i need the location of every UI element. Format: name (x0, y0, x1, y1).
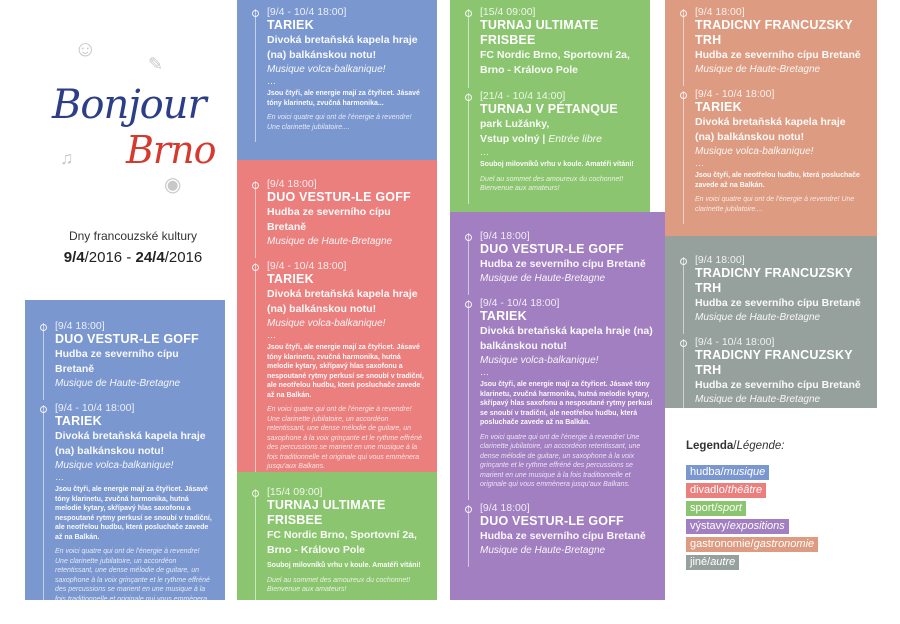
event-french-subtitle: Musique volca-balkanique! (695, 146, 814, 157)
event-entry-fr: Entrée libre (548, 133, 602, 145)
event-subtitle: park Lužánky, (480, 118, 550, 130)
legend-item-sep: / (720, 466, 724, 478)
event-ellipsis: … (55, 472, 64, 482)
legend-item-cz: hudba (690, 466, 721, 478)
event-french-subtitle: Musique de Haute-Bretagne (480, 273, 606, 284)
event-description-fr: En voici quatre qui ont de l'énergie à revendre! Une clarinette jubilatoire, un accordéon retentissant, une dense mélodie de guitare, un saxophone à la voix grinçante et le rythme effréné des percussions se marient en une musique à la fois traditionnelle et originale qui vous emmènera jusqu'aux Balkans. (267, 406, 422, 470)
event-title: TURNAJ ULTIMATE FRISBEE (267, 498, 386, 527)
event-french-subtitle: Musique volca-balkanique! (267, 318, 386, 329)
event-item (464, 297, 653, 490)
panel-col2-sport (237, 472, 437, 600)
event-date: [9/4 - 10/4 18:00] (480, 297, 560, 309)
event-french-subtitle: Musique de Haute-Bretagne (695, 394, 821, 405)
legend-row (686, 498, 886, 516)
event-subtitle: Divoká bretaňská kapela hraje (na) balkánskou notu! (695, 116, 846, 143)
event-item (251, 178, 425, 248)
event-date: [9/4 18:00] (695, 254, 745, 266)
event-description-fr: En voici quatre qui ont de l'énergie à revendre! Une clarinette jubilatoire.... (267, 114, 412, 131)
event-french-subtitle: Musique de Haute-Bretagne (695, 312, 821, 323)
event-ellipsis: … (267, 76, 276, 86)
event-description-cz: Souboj milovníků vrhu v koule. Amatéři vítáni! (480, 161, 634, 168)
event-item (39, 402, 213, 614)
event-title: DUO VESTUR-LE GOFF (55, 332, 199, 346)
event-title: TARIEK (695, 100, 742, 114)
event-subtitle: Hudba ze severního cípu Bretaně (695, 49, 861, 61)
event-date: [9/4 18:00] (695, 6, 745, 18)
legend-item-sep: / (750, 538, 754, 550)
event-ellipsis: … (695, 158, 704, 168)
legend-item-fr: théâtre (727, 484, 763, 496)
event-date: [9/4 18:00] (55, 320, 105, 332)
legend-item-cz: výstavy (690, 520, 727, 532)
event-date: [15/4 09:00] (480, 6, 536, 18)
event-ellipsis: … (480, 147, 489, 157)
event-subtitle: Divoká bretaňská kapela hraje (na) balkánskou notu! (55, 430, 206, 457)
event-date: [9/4 18:00] (267, 178, 317, 190)
event-ellipsis: … (480, 367, 489, 377)
event-french-subtitle: Musique de Haute-Bretagne (55, 378, 181, 389)
legend-items (686, 462, 886, 570)
event-title: DUO VESTUR-LE GOFF (480, 242, 624, 256)
event-title: TURNAJ V PÉTANQUE (480, 102, 618, 116)
legend-row (686, 480, 886, 498)
event-subtitle: Hudba ze severního cípu Bretaně (695, 297, 861, 309)
event-item (464, 6, 638, 78)
legend-item-sep: / (714, 502, 718, 514)
event-subtitle: Hudba ze severního cípu Bretaně (480, 529, 646, 542)
legend-row (686, 552, 886, 570)
festival-subtitle: Dny francouzské kultury (68, 229, 198, 243)
legend-item-cz: jiné (690, 556, 708, 568)
panel-col1-hudba (25, 300, 225, 612)
event-title: TARIEK (267, 272, 314, 286)
event-description-fr: Duel au sommet des amoureux du cochonnet! Bienvenue aux amateurs! (480, 175, 624, 192)
event-description-cz: Jsou čtyři, ale energie mají za čtyřicet. Jásavé tóny klarinetu, zvučná harmonika... (267, 90, 420, 107)
legend-row (686, 534, 886, 552)
legend-item-fr: gastronomie (753, 538, 815, 550)
event-subtitle: Hudba ze severního cípu Bretaně (480, 258, 646, 270)
event-subtitle: Hudba ze severního cípu Bretaně (267, 206, 391, 233)
event-subtitle: Hudba ze severního cípu Bretaně (695, 379, 861, 391)
event-item (39, 320, 213, 390)
event-date: [9/4 - 10/4 18:00] (695, 88, 775, 100)
event-item (464, 502, 653, 557)
event-title: DUO VESTUR-LE GOFF (267, 190, 411, 204)
legend-item (686, 555, 739, 570)
event-entry-cz: Vstup volný (480, 133, 540, 145)
legend-item-fr: musique (723, 466, 766, 478)
event-description-fr: En voici quatre qui ont de l'énergie à revendre! Une clarinette jubilatoire, un accordéon retentissant, une dense mélodie de guitare, un saxophone à la voix grinçante et le rythme effréné des percussions se marient en une musique à la fois traditionnelle et originale qui vous emmènera jusqu'aux Balkans. (55, 548, 210, 612)
event-french-subtitle: Musique volca-balkanique! (267, 64, 386, 75)
event-title: TRADICNY FRANCUZSKY TRH (695, 348, 853, 377)
event-title: TARIEK (55, 414, 102, 428)
panel-col2-divadlo (237, 160, 437, 472)
event-description-cz: Jsou čtyři, ale energie mají za čtyřicet. Jásavé tóny klarinetu, zvučná harmonika, hutná melodie kytary, skřípavý hlas saxofonu a nespoutané rytmy perkusí se snoubí v tradiční, ale neotřelou hudbu, která posluchače zavede až na Balkán. (480, 381, 653, 426)
event-subtitle: FC Nordic Brno, Sportovní 2a, Brno - Královo Pole (267, 529, 417, 556)
event-french-subtitle: Musique de Haute-Bretagne (480, 544, 606, 556)
legend-item-sep: / (726, 520, 730, 532)
event-item (679, 254, 865, 324)
event-french-subtitle: Musique de Haute-Bretagne (267, 236, 393, 247)
legend-item-sep: / (724, 484, 728, 496)
event-description-cz: Jsou čtyři, ale energie mají za čtyřicet. Jásavé tóny klarinetu, zvučná harmonika, hutná melodie kytary, skřípavý hlas saxofonu a nespoutané rytmy perkusí se snoubí v tradiční, ale neotřelou hudbu, která posluchače zavede až na Balkán. (55, 486, 212, 541)
event-date: [9/4 - 10/4 18:00] (55, 402, 135, 414)
event-item (679, 336, 865, 406)
event-date: [9/4 - 10/4 18:00] (267, 6, 347, 18)
legend-item-cz: divadlo (690, 484, 725, 496)
event-date: [15/4 09:00] (267, 486, 323, 498)
panel-col2-hudba (237, 0, 437, 160)
event-french-subtitle: Musique volca-balkanique! (480, 355, 599, 366)
event-title: TARIEK (480, 309, 527, 323)
event-date: [9/4 18:00] (480, 230, 530, 242)
event-item (679, 88, 865, 214)
event-description-fr: En voici quatre qui ont de l'énergie à revendre! Une clarinette jubilatoire.... (695, 196, 855, 213)
event-item (679, 6, 865, 76)
event-date: [9/4 - 10/4 18:00] (267, 260, 347, 272)
event-item (464, 230, 653, 285)
theatre-masks-icon: ☺ (74, 36, 97, 61)
event-title: TRADICNY FRANCUZSKY TRH (695, 18, 853, 47)
logo (30, 20, 230, 200)
music-notes-icon: ♫ (60, 148, 74, 168)
legend-item-fr: expositions (729, 520, 785, 532)
legend-item (686, 519, 789, 534)
event-item (251, 486, 425, 595)
event-subtitle: FC Nordic Brno, Sportovní 2a, Brno - Královo Pole (480, 49, 630, 76)
legend-item-fr: autre (710, 556, 736, 568)
event-subtitle: Divoká bretaňská kapela hraje (na) balkánskou notu! (267, 288, 418, 315)
event-title: TURNAJ ULTIMATE FRISBEE (480, 18, 599, 47)
paintbrush-icon: ✎ (148, 54, 164, 74)
event-description-cz: Jsou čtyři, ale energie mají za čtyřicet. Jásavé tóny klarinetu, zvučná harmonika, hutná melodie kytary, skřípavý hlas saxofonu a nespoutané rytmy perkusí se snoubí v tradiční, ale neotřelou hudbu, která posluchače zavede až na Balkán. (267, 344, 424, 399)
event-ellipsis: … (267, 330, 276, 340)
event-date: [21/4 - 10/4 14:00] (480, 90, 566, 102)
panel-col4-gastronomie (665, 0, 877, 236)
film-camera-icon: ◉ (164, 174, 182, 196)
event-title: TARIEK (267, 18, 314, 32)
logo-text-brno: Brno (126, 128, 216, 172)
panel-col3-sport (450, 0, 650, 212)
event-description-fr: Duel au sommet des amoureux du cochonnet! Bienvenue aux amateurs! (267, 576, 411, 593)
event-date: [9/4 - 10/4 18:00] (695, 336, 775, 348)
event-subtitle: Divoká bretaňská kapela hraje (na) balkánskou notu! (267, 34, 418, 61)
legend-row (686, 516, 886, 534)
event-item (251, 6, 425, 132)
event-description-fr: En voici quatre qui ont de l'énergie à revendre! Une clarinette jubilatoire, un accordéon retentissant, une dense mélodie de guitare, un saxophone à la voix grinçante et le rythme effréné des percussions se marient en une musique à la fois traditionnelle et originale qui vous emmènera jusqu'aux Balkans. (480, 433, 641, 488)
event-entry-sep: | (539, 133, 549, 145)
event-date: [9/4 18:00] (480, 501, 530, 514)
legend-item-fr: sport (717, 502, 742, 514)
event-french-subtitle: Musique de Haute-Bretagne (695, 64, 821, 75)
event-subtitle: Hudba ze severního cípu Bretaně (55, 348, 179, 375)
legend-item (686, 483, 766, 498)
event-item (251, 260, 425, 472)
legend-item-cz: sport (690, 502, 715, 514)
legend (686, 440, 886, 570)
legend-row (686, 462, 886, 480)
panel-col3-vystavy (450, 212, 665, 600)
event-entry-line (480, 132, 638, 147)
logo-text-bonjour: Bonjour (52, 82, 206, 128)
event-title: TRADICNY FRANCUZSKY TRH (695, 266, 853, 295)
event-french-subtitle: Musique volca-balkanique! (55, 460, 174, 471)
legend-item (686, 465, 769, 480)
legend-item (686, 501, 746, 516)
event-subtitle: Divoká bretaňská kapela hraje (na) balkánskou notu! (480, 325, 653, 352)
legend-item-cz: gastronomie (690, 538, 751, 550)
legend-title: Legenda/Légende: (686, 440, 785, 452)
event-item (464, 90, 638, 194)
legend-item (686, 537, 818, 552)
legend-item-sep: / (707, 556, 711, 568)
event-description-cz: Souboj milovníků vrhu v koule. Amatéři vítáni! (267, 562, 421, 569)
festival-date-range: 9/4/2016 - 24/4/2016 (63, 249, 203, 266)
panel-col4-jine (665, 236, 877, 408)
event-title: DUO VESTUR-LE GOFF (480, 513, 624, 528)
event-description-cz: Jsou čtyři, ale neotřelou hudbu, která posluchače zavede až na Balkán. (695, 172, 860, 189)
